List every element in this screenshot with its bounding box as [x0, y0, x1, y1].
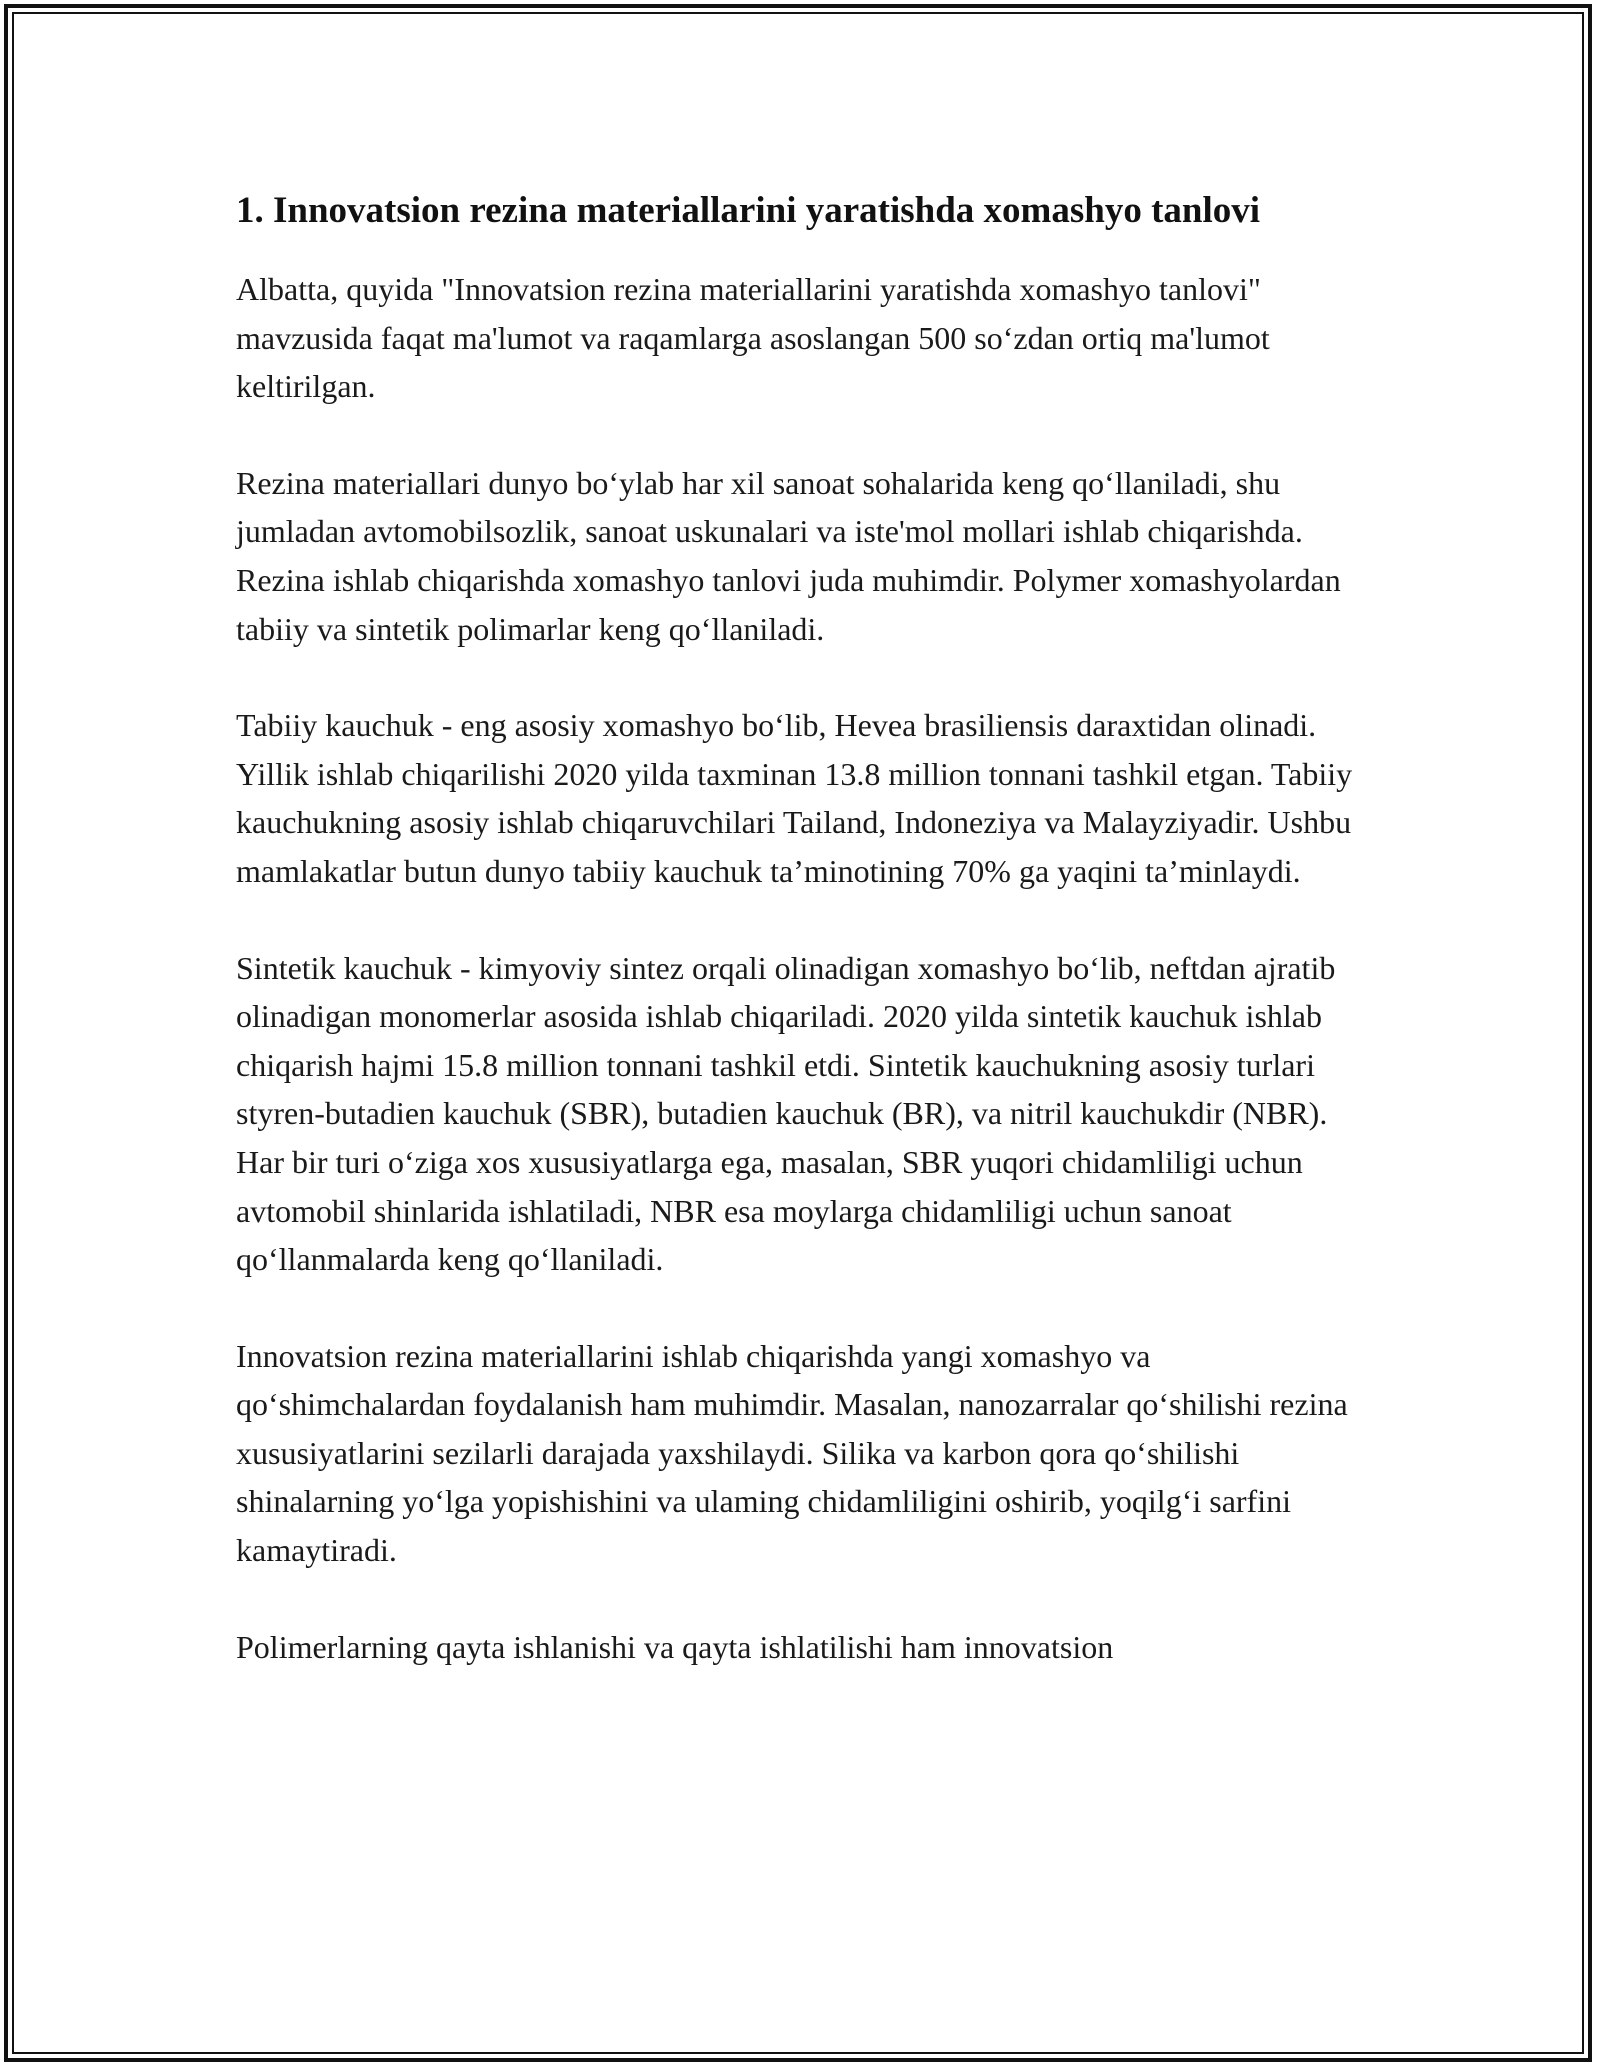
paragraph-rubber-applications: Rezina materiallari dunyo bo‘ylab har xil sanoat sohalarida keng qo‘llaniladi, shu jumladan avtomobilsozlik, sanoat uskunalari va iste'mol mollari ishlab chiqarishda. Rezina ishlab chiqarishda xomashyo tanlovi juda muhimdir. Polymer xomashyolardan tabiiy va sintetik polimarlar keng qo‘llaniladi. [236, 464, 1341, 647]
paragraph-intro: Albatta, quyida "Innovatsion rezina materiallarini yaratishda xomashyo tanlovi" mavzusida faqat ma'lumot va raqamlarga asoslangan 500 so‘zdan ortiq ma'lumot keltirilgan. [236, 271, 1270, 405]
paragraph-natural-rubber: Tabiiy kauchuk - eng asosiy xomashyo bo‘lib, Hevea brasiliensis daraxtidan olinadi. Yillik ishlab chiqarilishi 2020 yilda taxminan 13.8 million tonnani tashkil etgan. Tabiiy kauchukning asosiy ishlab chiqaruvchilari Tailand, Indoneziya va Malayziyadir. Ushbu mamlakatlar butun dunyo tabiiy kauchuk ta’minotining 70% ga yaqini ta’minlaydi. [236, 707, 1353, 889]
document-body [236, 187, 1376, 1719]
document-title: 1. Innovatsion rezina materiallarini yaratishda xomashyo tanlovi [236, 190, 1261, 231]
paragraph-innovative-additives: Innovatsion rezina materiallarini ishlab chiqarishda yangi xomashyo va qo‘shimchalardan foydalanish ham muhimdir. Masalan, nanozarralar qo‘shilishi rezina xususiyatlarini sezilarli darajada yaxshilaydi. Silika va karbon qora qo‘shilishi shinalarning yo‘lga yopishishini va ulaming chidamliligini oshirib, yoqilg‘i sarfini kamaytiradi. [236, 1337, 1348, 1569]
paragraph-synthetic-rubber: Sintetik kauchuk - kimyoviy sintez orqali olinadigan xomashyo bo‘lib, neftdan ajratib olinadigan monomerlar asosida ishlab chiqariladi. 2020 yilda sintetik kauchuk ishlab chiqarish hajmi 15.8 million tonnani tashkil etdi. Sintetik kauchukning asosiy turlari styren-butadien kauchuk (SBR), butadien kauchuk (BR), va nitril kauchukdir (NBR). Har bir turi o‘ziga xos xususiyatlarga ega, masalan, SBR yuqori chidamliligi uchun avtomobil shinlarida ishlatiladi, NBR esa moylarga chidamliligi uchun sanoat qo‘llanmalarda keng qo‘llaniladi. [236, 949, 1336, 1278]
paragraph-recycling: Polimerlarning qayta ishlanishi va qayta ishlatilishi ham innovatsion [236, 1628, 1114, 1665]
